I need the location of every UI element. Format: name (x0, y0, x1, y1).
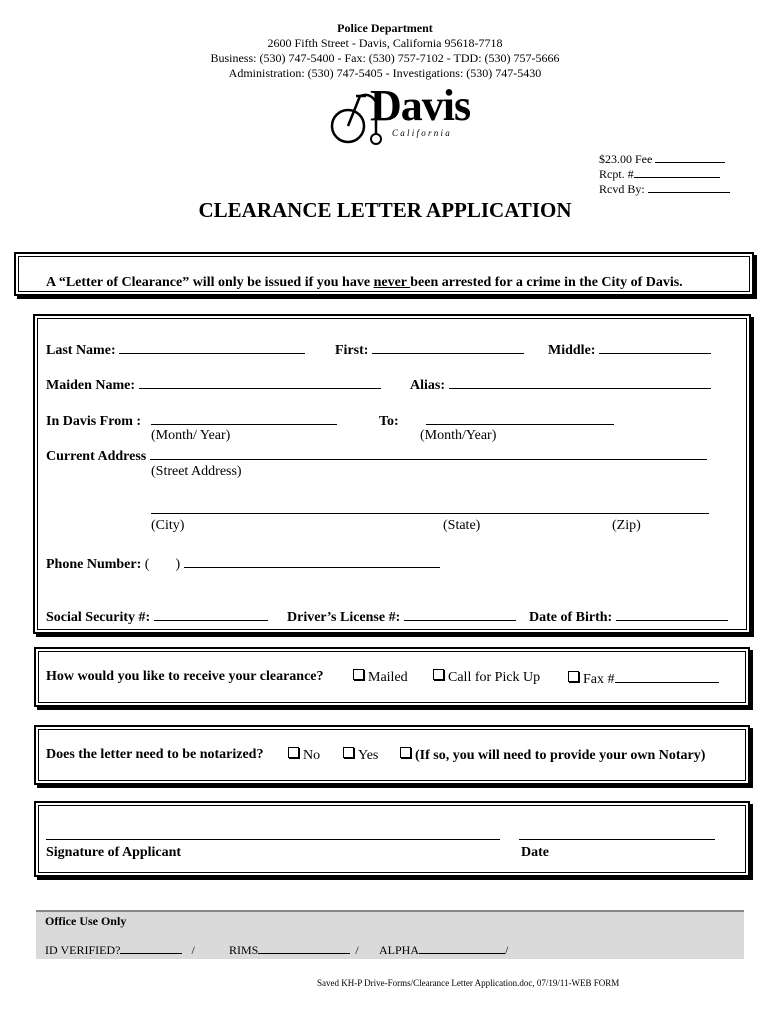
option-own-notary[interactable]: (If so, you will need to provide your own Notary) (400, 747, 705, 764)
option-fax[interactable]: Fax # (568, 669, 719, 688)
signature-box (34, 801, 750, 877)
middle-name-field[interactable]: Middle: (548, 340, 711, 359)
fee-line: $23.00 Fee (599, 152, 725, 167)
checkbox-pick-up[interactable] (433, 669, 444, 680)
department-address: 2600 Fifth Street - Davis, California 95618-7718 (267, 36, 503, 50)
page-title: CLEARANCE LETTER APPLICATION (198, 198, 572, 222)
signature-label: Signature of Applicant (46, 845, 182, 860)
option-pick-up[interactable]: Call for Pick Up (433, 669, 540, 686)
first-name-field[interactable]: First: (335, 340, 524, 359)
davis-logo (330, 81, 490, 148)
checkbox-own-notary[interactable] (400, 747, 411, 758)
checkbox-fax[interactable] (568, 671, 579, 682)
drivers-license-field[interactable]: Driver’s License #: (287, 607, 516, 626)
office-use-section (36, 910, 744, 959)
option-yes[interactable]: Yes (343, 747, 378, 764)
phone-number-field[interactable]: Phone Number: ( ) (46, 554, 440, 573)
current-address-field[interactable]: Current Address (46, 446, 707, 465)
checkbox-no[interactable] (288, 747, 299, 758)
city-hint: (City) (151, 518, 185, 533)
department-name: Police Department (337, 21, 433, 35)
rims-field[interactable]: RIMS / (229, 943, 359, 957)
department-phones-2: Administration: (530) 747-5405 - Investigations: (530) 747-5430 (228, 66, 542, 80)
notarize-question: Does the letter need to be notarized? (46, 747, 264, 762)
zip-hint: (Zip) (612, 518, 641, 533)
notarize-box (34, 725, 750, 785)
signature-line[interactable] (46, 827, 500, 840)
state-hint: (State) (443, 518, 481, 533)
logo-subtitle: C a l i f o r n i a (392, 128, 450, 138)
option-mailed[interactable]: Mailed (353, 669, 408, 686)
checkbox-yes[interactable] (343, 747, 354, 758)
city-state-zip-field[interactable] (151, 500, 709, 514)
office-use-title: Office Use Only (45, 914, 127, 928)
street-address-hint: (Street Address) (151, 464, 242, 479)
date-label: Date (521, 845, 549, 860)
notice-box (14, 252, 754, 296)
receive-question: How would you like to receive your clearance? (46, 669, 324, 684)
month-year-hint-to: (Month/Year) (420, 428, 497, 443)
footer-note: Saved KH-P Drive-Forms/Clearance Letter Application.doc, 07/19/11-WEB FORM (317, 978, 620, 988)
in-davis-from-field[interactable]: In Davis From : (46, 411, 337, 430)
checkbox-mailed[interactable] (353, 669, 364, 680)
alias-field[interactable]: Alias: (410, 375, 711, 394)
receipt-line: Rcpt. # (599, 167, 720, 182)
option-no[interactable]: No (288, 747, 320, 764)
notice-text: A “Letter of Clearance” will only be issued if you have never been arrested for a crime in the City of Davis. (46, 275, 683, 290)
alpha-field[interactable]: ALPHA / (379, 943, 509, 957)
id-verified-field[interactable]: ID VERIFIED? / (45, 943, 195, 957)
logo-wordmark: Davis (370, 81, 471, 130)
department-phones-1: Business: (530) 747-5400 - Fax: (530) 757-7102 - TDD: (530) 757-5666 (210, 51, 560, 65)
received-by-line: Rcvd By: (599, 182, 730, 197)
maiden-name-field[interactable]: Maiden Name: (46, 375, 381, 394)
in-davis-to-field[interactable]: To: (379, 411, 614, 430)
last-name-field[interactable]: Last Name: (46, 340, 305, 359)
date-of-birth-field[interactable]: Date of Birth: (529, 607, 728, 626)
receive-method-box (34, 647, 750, 707)
month-year-hint-from: (Month/ Year) (151, 428, 231, 443)
ssn-field[interactable]: Social Security #: (46, 607, 268, 626)
applicant-info-box (33, 314, 751, 634)
date-line[interactable] (519, 827, 715, 840)
